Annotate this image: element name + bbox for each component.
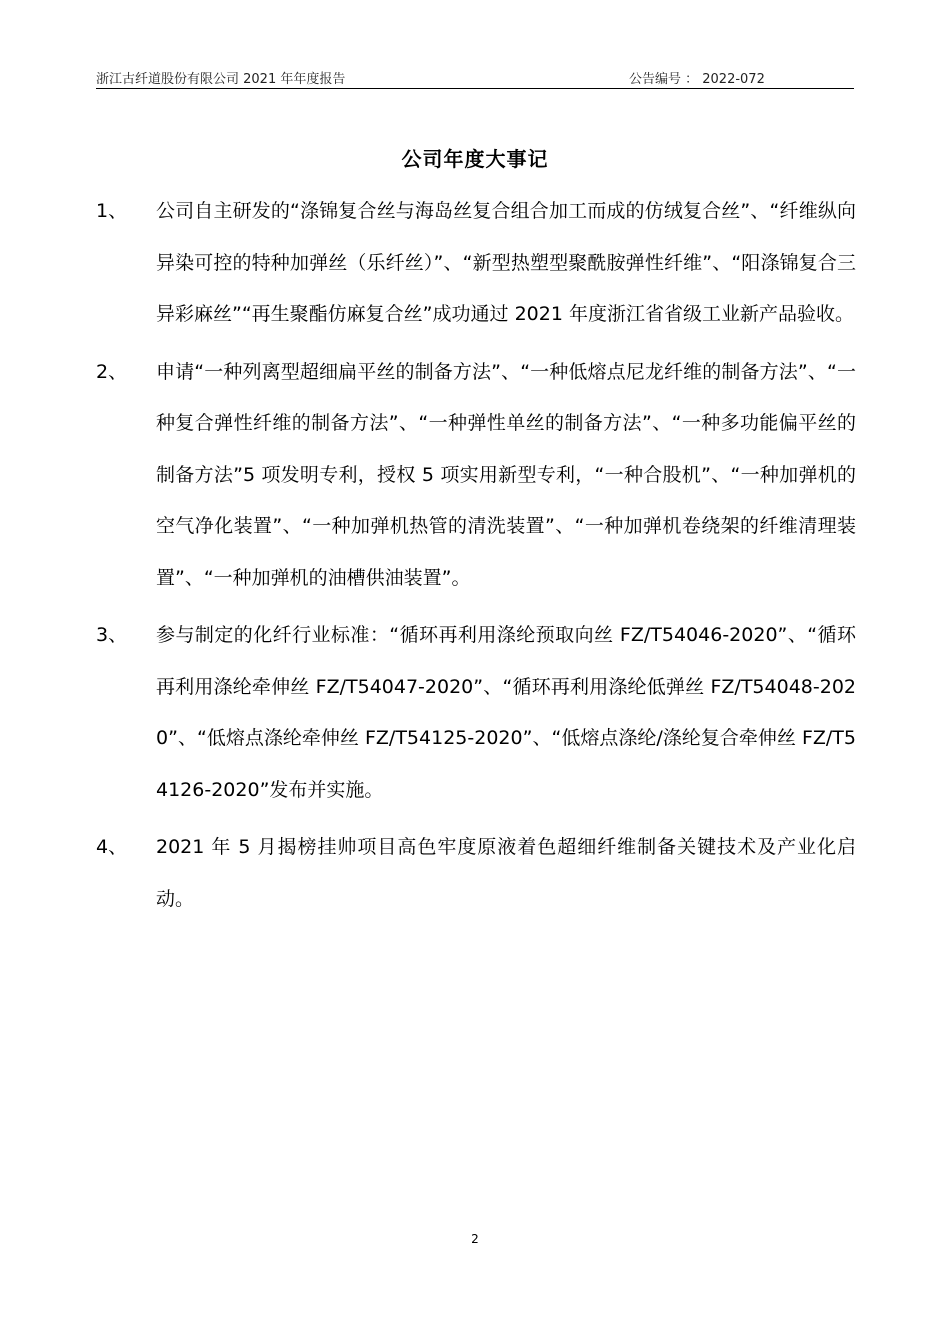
item-number: 1、 — [96, 200, 128, 222]
item-number: 3、 — [96, 624, 128, 646]
page-number: 2 — [471, 1232, 479, 1246]
item-text: 参与制定的化纤行业标准：“循环再利用涤纶预取向丝 FZ/T54046-2020”、“循环再利用涤纶牵伸丝 FZ/T54047-2020”、“循环再利用涤纶低弹丝 FZ/T54048-2020”、“低熔点涤纶牵伸丝 FZ/T54125-2020”、“低熔点涤纶/涤纶复合牵伸丝 FZ/T54126-2020”发布并实施。 — [156, 624, 856, 801]
header-divider — [96, 88, 854, 89]
item-text: 2021 年 5 月揭榜挂帅项目高色牢度原液着色超细纤维制备关键技术及产业化启动。 — [156, 836, 856, 910]
page-header — [96, 64, 854, 88]
item-text: 申请“一种列离型超细扁平丝的制备方法”、“一种低熔点尼龙纤维的制备方法”、“一种复合弹性纤维的制备方法”、“一种弹性单丝的制备方法”、“一种多功能偏平丝的制备方法”5 项发明专利，授权 5 项实用新型专利，“一种合股机”、“一种加弹机的空气净化装置”、“一种加弹机热管的清洗装置”、“一种加弹机卷绕架的纤维清理装置”、“一种加弹机的油槽供油装置”。 — [156, 360, 856, 589]
list-item — [96, 822, 866, 925]
header-company-report: 浙江古纤道股份有限公司 2021 年年度报告 — [96, 72, 346, 87]
page-title: 公司年度大事记 — [401, 147, 549, 171]
events-list — [96, 186, 866, 931]
list-item — [96, 186, 866, 341]
list-item — [96, 347, 866, 605]
list-item — [96, 610, 866, 816]
item-number: 4、 — [96, 836, 128, 858]
item-number: 2、 — [96, 360, 128, 383]
item-text: 公司自主研发的“涤锦复合丝与海岛丝复合组合加工而成的仿绒复合丝”、“纤维纵向异染可控的特种加弹丝（乐纤丝）”、“新型热塑型聚酰胺弹性纤维”、“阳涤锦复合三异彩麻丝”“再生聚酯仿麻复合丝”成功通过 2021 年度浙江省省级工业新产品验收。 — [156, 200, 856, 325]
header-announcement-number: 公告编号 ： 2022-072 — [629, 72, 765, 87]
